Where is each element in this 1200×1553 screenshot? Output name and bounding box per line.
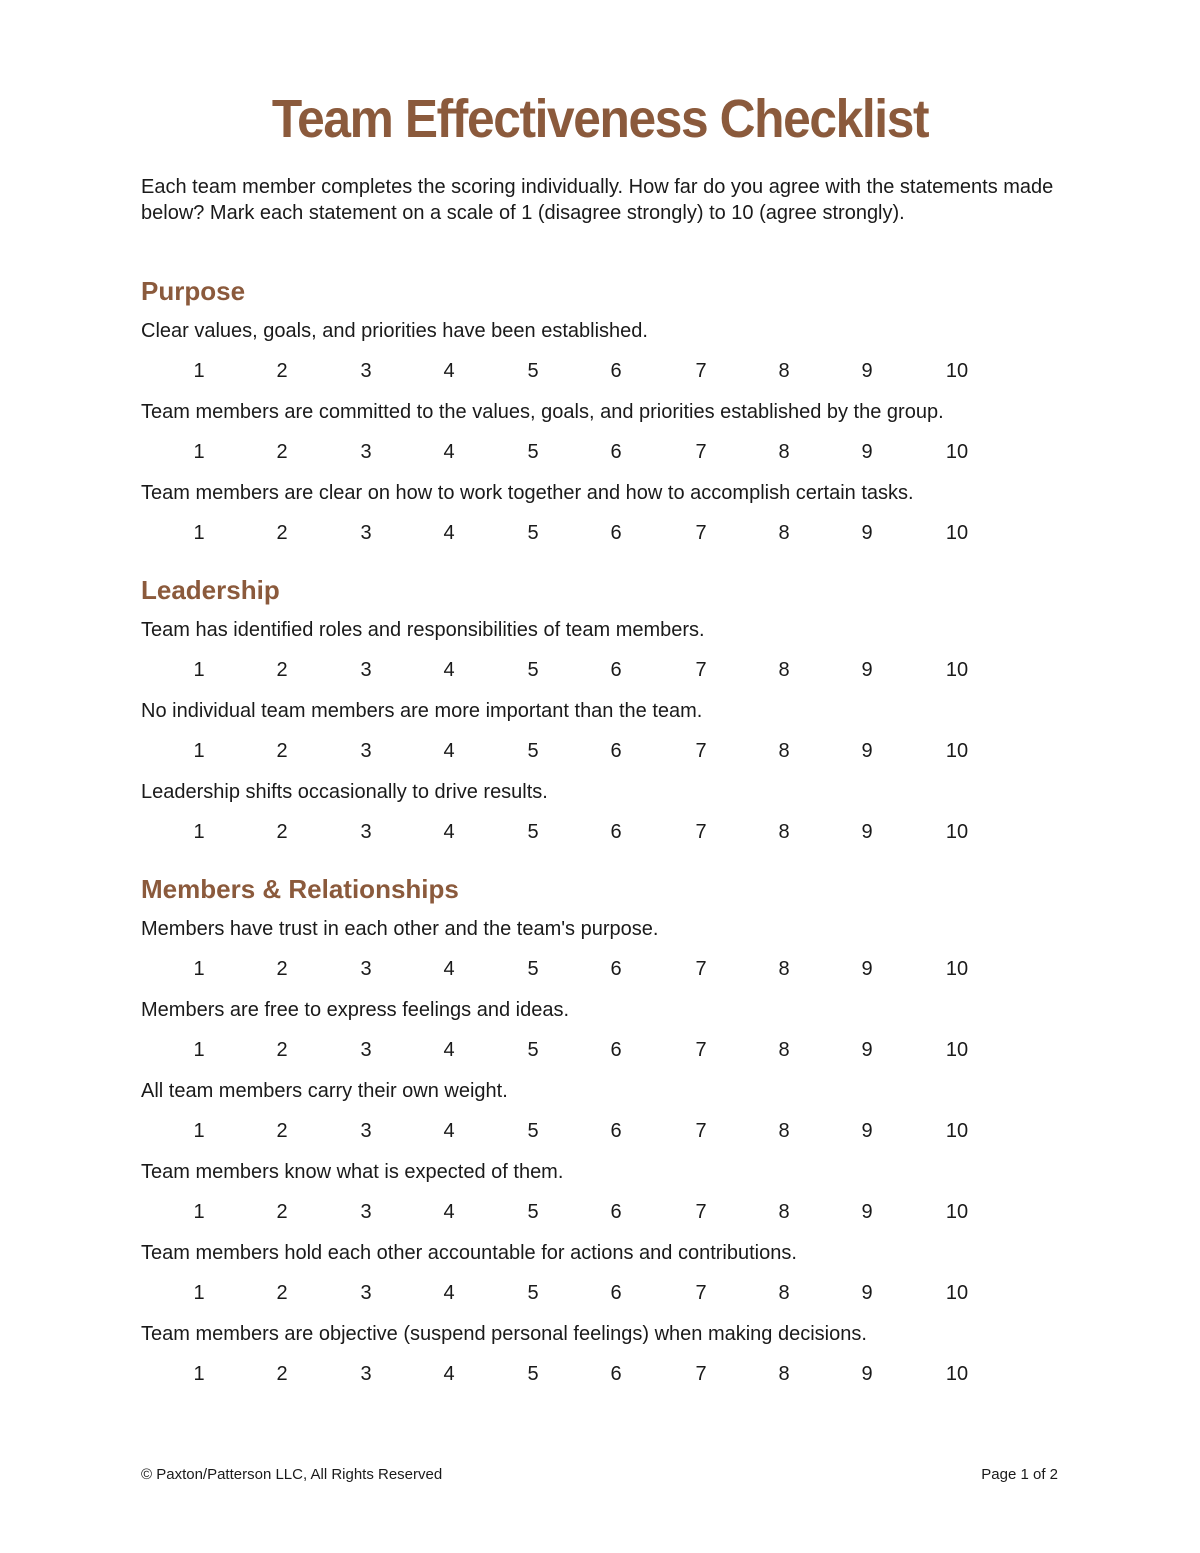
statement-text: No individual team members are more important than the team. — [141, 700, 703, 722]
rating-option[interactable]: 2 — [276, 441, 288, 463]
rating-option[interactable]: 8 — [778, 360, 790, 382]
rating-option[interactable]: 7 — [695, 1282, 707, 1304]
rating-option[interactable]: 5 — [527, 1363, 539, 1385]
rating-option[interactable]: 1 — [193, 821, 205, 843]
rating-option[interactable]: 7 — [695, 360, 707, 382]
statement-text: Team members are objective (suspend personal feelings) when making decisions. — [141, 1323, 867, 1345]
rating-option[interactable]: 10 — [945, 1039, 969, 1061]
rating-option[interactable]: 5 — [527, 1201, 539, 1223]
rating-option[interactable]: 10 — [945, 958, 969, 980]
rating-option[interactable]: 6 — [610, 1282, 622, 1304]
rating-option[interactable]: 4 — [443, 740, 455, 762]
rating-option[interactable]: 8 — [778, 958, 790, 980]
rating-option[interactable]: 7 — [695, 1363, 707, 1385]
statement-text: Leadership shifts occasionally to drive results. — [141, 781, 548, 803]
rating-scale — [0, 740, 1200, 766]
rating-option[interactable]: 7 — [695, 1201, 707, 1223]
rating-option[interactable]: 1 — [193, 740, 205, 762]
rating-option[interactable]: 4 — [443, 360, 455, 382]
rating-option[interactable]: 10 — [945, 1282, 969, 1304]
rating-option[interactable]: 3 — [360, 821, 372, 843]
rating-option[interactable]: 10 — [945, 1120, 969, 1142]
rating-option[interactable]: 5 — [527, 441, 539, 463]
rating-option[interactable]: 6 — [610, 740, 622, 762]
rating-option[interactable]: 9 — [861, 522, 873, 544]
document-title: Team Effectiveness Checklist — [271, 89, 929, 149]
rating-scale — [0, 659, 1200, 685]
rating-option[interactable]: 4 — [443, 1201, 455, 1223]
rating-option[interactable]: 3 — [360, 1201, 372, 1223]
rating-option[interactable]: 1 — [193, 441, 205, 463]
rating-option[interactable]: 6 — [610, 522, 622, 544]
rating-option[interactable]: 8 — [778, 821, 790, 843]
rating-option[interactable]: 5 — [527, 740, 539, 762]
rating-option[interactable]: 5 — [527, 522, 539, 544]
rating-option[interactable]: 9 — [861, 659, 873, 681]
rating-option[interactable]: 8 — [778, 522, 790, 544]
rating-option[interactable]: 1 — [193, 1363, 205, 1385]
rating-option[interactable]: 9 — [861, 821, 873, 843]
rating-option[interactable]: 3 — [360, 1363, 372, 1385]
rating-option[interactable]: 6 — [610, 1120, 622, 1142]
rating-option[interactable]: 1 — [193, 1039, 205, 1061]
rating-option[interactable]: 3 — [360, 360, 372, 382]
rating-option[interactable]: 9 — [861, 958, 873, 980]
rating-option[interactable]: 3 — [360, 441, 372, 463]
rating-option[interactable]: 10 — [945, 821, 969, 843]
rating-option[interactable]: 1 — [193, 958, 205, 980]
section-heading: Members & Relationships — [141, 874, 459, 904]
rating-option[interactable]: 7 — [695, 1120, 707, 1142]
rating-option[interactable]: 10 — [945, 740, 969, 762]
rating-option[interactable]: 1 — [193, 1201, 205, 1223]
statement-text: Team members know what is expected of them. — [141, 1161, 564, 1183]
statement-text: Team has identified roles and responsibilities of team members. — [141, 619, 705, 641]
rating-option[interactable]: 2 — [276, 659, 288, 681]
rating-option[interactable]: 4 — [443, 958, 455, 980]
statement-text: Team members hold each other accountable for actions and contributions. — [141, 1242, 797, 1264]
rating-option[interactable]: 4 — [443, 522, 455, 544]
rating-option[interactable]: 2 — [276, 360, 288, 382]
statement-text: Members are free to express feelings and ideas. — [141, 999, 569, 1021]
rating-scale — [0, 441, 1200, 467]
rating-option[interactable]: 10 — [945, 441, 969, 463]
rating-option[interactable]: 8 — [778, 1039, 790, 1061]
rating-option[interactable]: 9 — [861, 1039, 873, 1061]
rating-option[interactable]: 5 — [527, 360, 539, 382]
rating-option[interactable]: 4 — [443, 821, 455, 843]
rating-option[interactable]: 2 — [276, 1363, 288, 1385]
rating-option[interactable]: 9 — [861, 740, 873, 762]
rating-option[interactable]: 4 — [443, 1363, 455, 1385]
rating-option[interactable]: 9 — [861, 360, 873, 382]
rating-option[interactable]: 5 — [527, 958, 539, 980]
section-heading: Leadership — [141, 575, 280, 605]
rating-option[interactable]: 2 — [276, 522, 288, 544]
rating-scale — [0, 1039, 1200, 1065]
rating-option[interactable]: 6 — [610, 360, 622, 382]
rating-option[interactable]: 2 — [276, 958, 288, 980]
rating-option[interactable]: 8 — [778, 1363, 790, 1385]
rating-option[interactable]: 7 — [695, 821, 707, 843]
rating-option[interactable]: 6 — [610, 1039, 622, 1061]
rating-option[interactable]: 4 — [443, 1120, 455, 1142]
rating-option[interactable]: 10 — [945, 659, 969, 681]
rating-option[interactable]: 3 — [360, 740, 372, 762]
rating-option[interactable]: 5 — [527, 1039, 539, 1061]
rating-option[interactable]: 8 — [778, 740, 790, 762]
rating-option[interactable]: 10 — [945, 522, 969, 544]
rating-option[interactable]: 4 — [443, 441, 455, 463]
statement-text: Members have trust in each other and the team's purpose. — [141, 918, 659, 940]
rating-option[interactable]: 8 — [778, 1201, 790, 1223]
rating-option[interactable]: 10 — [945, 1363, 969, 1385]
intro-paragraph: Each team member completes the scoring individually. How far do you agree with the statements made below? Mark each statement on a scale of 1 (disagree strongly) to 10 (agree strongly). — [141, 176, 1054, 224]
page-number: Page 1 of 2 — [981, 1466, 1058, 1483]
rating-option[interactable]: 2 — [276, 1282, 288, 1304]
rating-option[interactable]: 6 — [610, 1201, 622, 1223]
rating-option[interactable]: 3 — [360, 958, 372, 980]
rating-option[interactable]: 2 — [276, 1039, 288, 1061]
rating-option[interactable]: 5 — [527, 1282, 539, 1304]
rating-option[interactable]: 7 — [695, 522, 707, 544]
rating-option[interactable]: 5 — [527, 1120, 539, 1142]
rating-scale — [0, 1120, 1200, 1146]
rating-scale — [0, 522, 1200, 548]
rating-option[interactable]: 6 — [610, 441, 622, 463]
rating-option[interactable]: 2 — [276, 1120, 288, 1142]
rating-option[interactable]: 5 — [527, 659, 539, 681]
rating-option[interactable]: 3 — [360, 522, 372, 544]
rating-option[interactable]: 2 — [276, 821, 288, 843]
rating-option[interactable]: 3 — [360, 659, 372, 681]
statement-text: Team members are committed to the values, goals, and priorities established by the group. — [141, 401, 944, 423]
rating-scale — [0, 1363, 1200, 1389]
rating-scale — [0, 1282, 1200, 1308]
rating-option[interactable]: 10 — [945, 1201, 969, 1223]
rating-option[interactable]: 5 — [527, 821, 539, 843]
rating-scale — [0, 360, 1200, 386]
rating-option[interactable]: 4 — [443, 1039, 455, 1061]
rating-scale — [0, 1201, 1200, 1227]
rating-option[interactable]: 6 — [610, 659, 622, 681]
rating-option[interactable]: 9 — [861, 1120, 873, 1142]
rating-option[interactable]: 7 — [695, 441, 707, 463]
rating-option[interactable]: 1 — [193, 522, 205, 544]
statement-text: Team members are clear on how to work together and how to accomplish certain tasks. — [141, 482, 914, 504]
rating-option[interactable]: 3 — [360, 1282, 372, 1304]
rating-option[interactable]: 8 — [778, 1282, 790, 1304]
rating-option[interactable]: 6 — [610, 958, 622, 980]
copyright-notice: © Paxton/Patterson LLC, All Rights Reserved — [141, 1466, 443, 1483]
rating-option[interactable]: 9 — [861, 1282, 873, 1304]
rating-option[interactable]: 10 — [945, 360, 969, 382]
rating-option[interactable]: 8 — [778, 441, 790, 463]
rating-option[interactable]: 9 — [861, 441, 873, 463]
rating-option[interactable]: 7 — [695, 659, 707, 681]
rating-option[interactable]: 1 — [193, 1282, 205, 1304]
rating-option[interactable]: 4 — [443, 659, 455, 681]
rating-option[interactable]: 1 — [193, 1120, 205, 1142]
rating-option[interactable]: 8 — [778, 659, 790, 681]
rating-option[interactable]: 2 — [276, 1201, 288, 1223]
rating-option[interactable]: 3 — [360, 1120, 372, 1142]
rating-scale — [0, 958, 1200, 984]
rating-option[interactable]: 9 — [861, 1363, 873, 1385]
rating-option[interactable]: 4 — [443, 1282, 455, 1304]
rating-option[interactable]: 6 — [610, 1363, 622, 1385]
rating-scale — [0, 821, 1200, 847]
rating-option[interactable]: 3 — [360, 1039, 372, 1061]
rating-option[interactable]: 8 — [778, 1120, 790, 1142]
rating-option[interactable]: 7 — [695, 740, 707, 762]
rating-option[interactable]: 7 — [695, 958, 707, 980]
rating-option[interactable]: 6 — [610, 821, 622, 843]
rating-option[interactable]: 2 — [276, 740, 288, 762]
statement-text: All team members carry their own weight. — [141, 1080, 508, 1102]
rating-option[interactable]: 1 — [193, 659, 205, 681]
statement-text: Clear values, goals, and priorities have been established. — [141, 320, 648, 342]
rating-option[interactable]: 9 — [861, 1201, 873, 1223]
section-heading: Purpose — [141, 276, 246, 306]
rating-option[interactable]: 7 — [695, 1039, 707, 1061]
rating-option[interactable]: 1 — [193, 360, 205, 382]
